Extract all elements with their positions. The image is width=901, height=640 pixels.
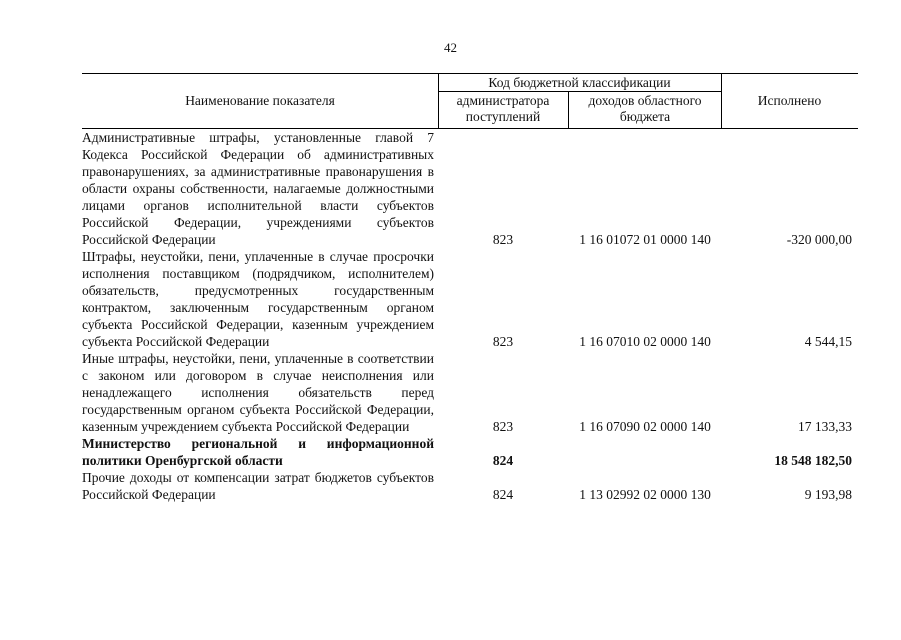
table-row-ministry [82, 435, 858, 469]
row-executed: 9 193,98 [804, 487, 852, 502]
row-income-code: 1 16 07010 02 0000 140 [579, 334, 711, 349]
table-row [82, 350, 858, 435]
table-row [82, 248, 858, 350]
row-name: Прочие доходы от компенсации затрат бюджетов субъектов Российской Федерации [82, 470, 434, 502]
budget-table [82, 73, 858, 503]
header-kbk-group: Код бюджетной классификации [488, 75, 671, 90]
header-divider [568, 92, 569, 128]
row-name: Иные штрафы, неустойки, пени, уплаченные в соответствии с законом или договором в случае неисполнения или ненадлежащего исполнения обязательств перед государственным органом субъекта Российской Федерации, казенным учреждением субъекта Российской Федерации [82, 351, 434, 434]
header-income-col: доходов областного бюджета [588, 93, 702, 124]
page-number: 42 [444, 40, 457, 55]
row-name: Административные штрафы, установленные главой 7 Кодекса Российской Федерации об административных правонарушениях, за административные правонарушения в области охраны собственности, налагаемые должностными лицами органов исполнительной власти субъектов Российской Федерации, учреждениями субъектов Российской Федерации [82, 130, 434, 247]
row-executed: -320 000,00 [786, 232, 852, 247]
row-income-code: 1 13 02992 02 0000 130 [579, 487, 711, 502]
header-name-col: Наименование показателя [185, 93, 335, 108]
table-header [82, 73, 858, 129]
row-admin-code: 823 [492, 419, 514, 434]
table-row [82, 469, 858, 503]
row-income-code: 1 16 07090 02 0000 140 [579, 419, 711, 434]
row-admin-code: 824 [492, 487, 514, 502]
row-income-code: 1 16 01072 01 0000 140 [579, 232, 711, 247]
row-executed: 17 133,33 [798, 419, 852, 434]
row-executed: 4 544,15 [804, 334, 852, 349]
row-executed: 18 548 182,50 [774, 453, 852, 468]
header-executed-col: Исполнено [757, 93, 822, 108]
row-admin-code: 823 [492, 232, 514, 247]
row-admin-code: 823 [492, 334, 514, 349]
table-body [82, 129, 858, 503]
row-name: Министерство региональной и информационной политики Оренбургской области [82, 436, 434, 468]
row-name: Штрафы, неустойки, пени, уплаченные в случае просрочки исполнения поставщиком (подрядчиком, исполнителем) обязательств, предусмотренных государственным контрактом, заключенным государственным органом субъекта Российской Федерации, казенным учреждением субъекта Российской Федерации [82, 249, 434, 349]
table-row [82, 129, 858, 248]
header-admin-col: администратора поступлений [456, 93, 550, 124]
row-admin-code: 824 [492, 453, 514, 468]
header-group-underline [438, 91, 721, 92]
